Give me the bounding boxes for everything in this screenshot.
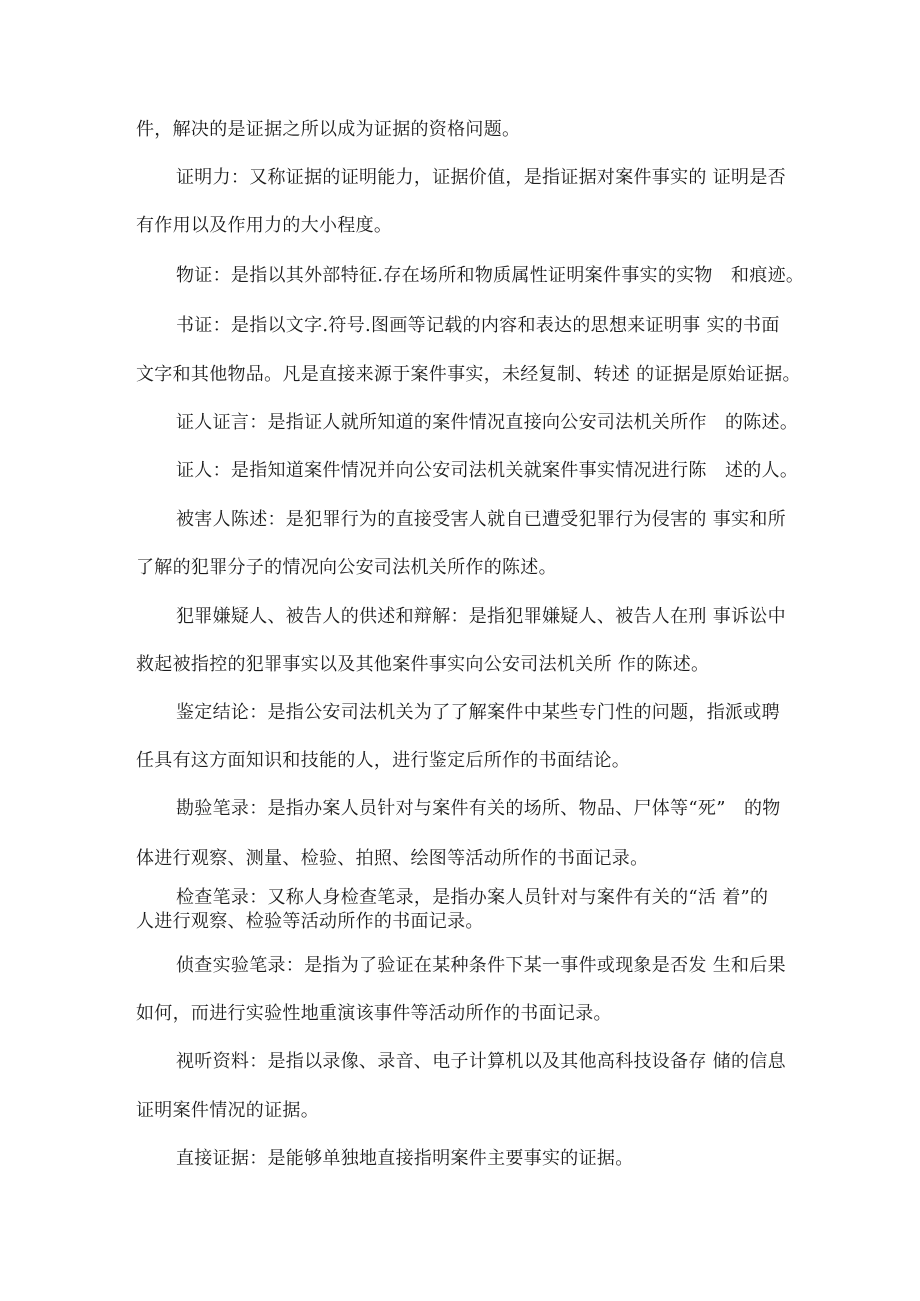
- text-line: 证明案件情况的证据。: [136, 1100, 319, 1121]
- text-line: 直接证据：是能够单独地直接指明案件主要事实的证据。: [176, 1148, 634, 1169]
- text-line: 任具有这方面知识和技能的人，进行鉴定后所作的书面结论。: [136, 750, 631, 771]
- text-line: 救起被指控的犯罪事实以及其他案件事实向公安司法机关所 作的陈述。: [136, 654, 710, 675]
- text-line: 物证：是指以其外部特征.存在场所和物质属性证明案件事实的实物 和痕迹。: [176, 265, 805, 286]
- text-line: 被害人陈述：是犯罪行为的直接受害人就自已遭受犯罪行为侵害的 事实和所: [176, 509, 786, 530]
- text-line: 人进行观察、检验等活动所作的书面记录。: [136, 911, 484, 932]
- text-line: 体进行观察、测量、检验、拍照、绘图等活动所作的书面记录。: [136, 848, 649, 869]
- text-line: 犯罪嫌疑人、被告人的供述和辩解：是指犯罪嫌疑人、被告人在刑 事诉讼中: [176, 606, 786, 627]
- text-line: 证明力：又称证据的证明能力，证据价值，是指证据对案件事实的 证明是否: [176, 167, 786, 188]
- text-line: 检查笔录：又称人身检查笔录，是指办案人员针对与案件有关的“活 着”的: [176, 887, 769, 908]
- text-line: 如何，而进行实验性地重演该事件等活动所作的书面记录。: [136, 1003, 612, 1024]
- text-line: 证人证言：是指证人就所知道的案件情况直接向公安司法机关所作 的陈述。: [176, 412, 799, 433]
- text-line: 件，解决的是证据之所以成为证据的资格问题。: [136, 119, 521, 140]
- text-line: 文字和其他物品。凡是直接来源于案件事实，未经复制、转述 的证据是原始证据。: [136, 364, 801, 385]
- text-line: 鉴定结论：是指公安司法机关为了了解案件中某些专门性的问题，指派或聘: [176, 702, 780, 723]
- text-line: 证人：是指知道案件情况并向公安司法机关就案件事实情况进行陈 述的人。: [176, 460, 799, 481]
- text-line: 了解的犯罪分子的情况向公安司法机关所作的陈述。: [136, 557, 557, 578]
- text-line: 视听资料：是指以录像、录音、电子计算机以及其他高科技设备存 储的信息: [176, 1051, 786, 1072]
- text-line: 书证：是指以文字.符号.图画等记载的内容和表达的思想来证明事 实的书面: [176, 315, 780, 336]
- text-line: 勘验笔录：是指办案人员针对与案件有关的场所、物品、尸体等“死” 的物: [176, 798, 781, 819]
- text-line: 有作用以及作用力的大小程度。: [136, 215, 393, 236]
- text-line: 侦查实验笔录：是指为了验证在某种条件下某一事件或现象是否发 生和后果: [176, 955, 786, 976]
